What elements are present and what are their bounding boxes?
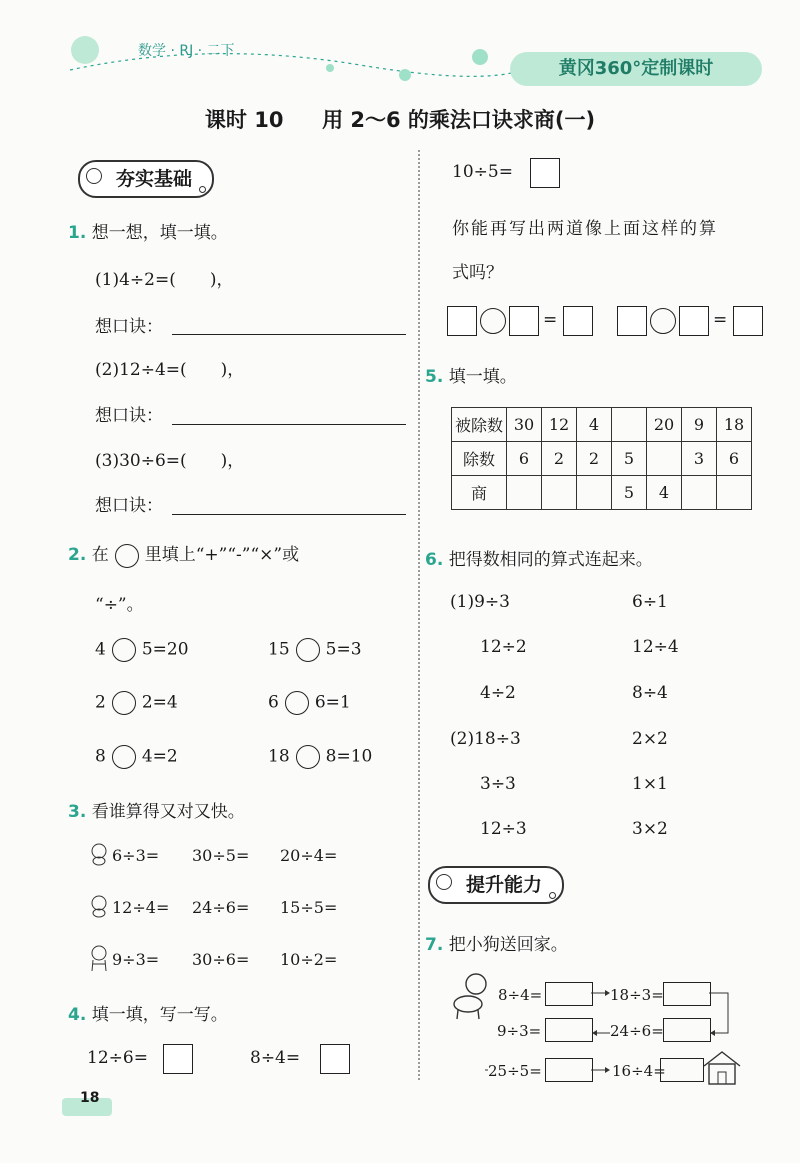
lesson-title <box>0 104 800 134</box>
q6-left-item[interactable]: 3÷3 <box>480 774 516 794</box>
operator-blank[interactable] <box>112 745 136 769</box>
equals-sign: = <box>543 310 558 330</box>
q3-expr: 12÷4= <box>112 898 170 917</box>
q3-expr: 30÷6= <box>192 950 250 969</box>
blank-box[interactable] <box>679 306 709 336</box>
q3-expr: 20÷4= <box>280 846 338 865</box>
q1-answer-line-2[interactable] <box>172 424 406 425</box>
q1-answer-line-1[interactable] <box>172 334 406 335</box>
q6-left-item[interactable]: (2)18÷3 <box>450 729 521 749</box>
answer-box[interactable] <box>320 1044 350 1074</box>
q4-expr: 8÷4= <box>250 1048 301 1068</box>
operator-blank[interactable] <box>296 638 320 662</box>
q6-left-item[interactable]: 12÷3 <box>480 819 527 839</box>
q3-expr: 10÷2= <box>280 950 338 969</box>
subject-label: 数学 · RJ · 二下 <box>138 43 235 59</box>
q6-right-item[interactable]: 6÷1 <box>632 592 668 612</box>
blank-box[interactable] <box>617 306 647 336</box>
table-cell[interactable]: 4 <box>577 408 612 442</box>
lesson-number: 课时 10 <box>204 108 284 132</box>
q3-expr: 9÷3= <box>112 950 160 969</box>
circle-icon <box>436 874 452 890</box>
table-cell[interactable]: 12 <box>542 408 577 442</box>
dog-icon <box>88 842 110 866</box>
answer-box[interactable] <box>163 1044 193 1074</box>
q6-right-item[interactable]: 3×2 <box>632 819 668 839</box>
dog-icon <box>88 944 110 972</box>
q6-right-item[interactable]: 1×1 <box>632 774 668 794</box>
header-decoration <box>60 20 560 90</box>
blank-box[interactable] <box>509 306 539 336</box>
q7-expr: 25÷5= <box>488 1062 542 1080</box>
column-divider <box>418 150 420 1080</box>
q1-expr-3: (3)30÷6=( )， <box>95 451 245 471</box>
table-cell[interactable]: 6 <box>717 442 752 476</box>
table-cell[interactable]: 4 <box>647 476 682 510</box>
q7-prompt: 7. 把小狗送回家。 <box>425 935 568 955</box>
q4-prompt: 4. 填一填，写一写。 <box>68 1005 228 1025</box>
operator-blank[interactable] <box>285 691 309 715</box>
equals-sign: = <box>713 310 728 330</box>
q4-expr: 12÷6= <box>87 1048 148 1068</box>
q5-table <box>451 407 752 510</box>
q1-label-2: 想口诀： <box>95 406 163 426</box>
table-cell[interactable] <box>717 476 752 510</box>
table-cell[interactable]: 3 <box>682 442 717 476</box>
blank-box[interactable] <box>563 306 593 336</box>
q6-right-item[interactable]: 2×2 <box>632 729 668 749</box>
q1-expr-1: (1)4÷2=( )， <box>95 270 234 290</box>
dog-icon <box>88 894 110 918</box>
q7-expr: 24÷6= <box>610 1022 664 1040</box>
q5-prompt: 5. 填一填。 <box>425 367 517 387</box>
table-cell[interactable]: 30 <box>507 408 542 442</box>
table-cell[interactable] <box>647 442 682 476</box>
section-basics <box>78 160 214 198</box>
q6-left-item[interactable]: (1)9÷3 <box>450 592 510 612</box>
table-row <box>452 476 752 510</box>
lesson-name: 用 2～6 的乘法口诀求商(一) <box>322 108 596 132</box>
blank-circle[interactable] <box>650 308 676 334</box>
q6-left-item[interactable]: 4÷2 <box>480 683 516 703</box>
q3-expr: 24÷6= <box>192 898 250 917</box>
q7-expr: 8÷4= <box>498 986 543 1004</box>
q2-item: 15 5=3 <box>268 638 362 662</box>
table-row <box>452 442 752 476</box>
q1-prompt: 1. 想一想，填一填。 <box>68 223 228 243</box>
operator-blank[interactable] <box>112 638 136 662</box>
blank-box[interactable] <box>733 306 763 336</box>
section-basics-label: 夯实基础 <box>116 168 193 190</box>
q4-expr: 10÷5= <box>452 162 513 182</box>
table-cell[interactable] <box>507 476 542 510</box>
q3-expr: 30÷5= <box>192 846 250 865</box>
table-cell[interactable]: 6 <box>507 442 542 476</box>
q1-label-1: 想口诀： <box>95 317 163 337</box>
q6-left-item[interactable]: 12÷2 <box>480 637 527 657</box>
q3-expr: 15÷5= <box>280 898 338 917</box>
house-icon <box>702 1050 742 1086</box>
table-header: 除数 <box>452 442 507 476</box>
q2-item: 2 2=4 <box>95 691 178 715</box>
q2-item: 8 4=2 <box>95 745 178 769</box>
table-cell[interactable]: 9 <box>682 408 717 442</box>
blank-box[interactable] <box>447 306 477 336</box>
operator-blank[interactable] <box>112 691 136 715</box>
table-header: 被除数 <box>452 408 507 442</box>
table-cell[interactable]: 18 <box>717 408 752 442</box>
table-cell[interactable]: 20 <box>647 408 682 442</box>
table-cell[interactable] <box>612 408 647 442</box>
q4-question: 你能再写出两道像上面这样的算 <box>452 219 718 239</box>
q6-right-item[interactable]: 12÷4 <box>632 637 679 657</box>
blank-circle[interactable] <box>480 308 506 334</box>
table-cell[interactable]: 5 <box>612 476 647 510</box>
q7-expr: 16÷4= <box>612 1062 666 1080</box>
q6-right-item[interactable]: 8÷4 <box>632 683 668 703</box>
q2-item: 4 5=20 <box>95 638 189 662</box>
table-cell[interactable]: 2 <box>577 442 612 476</box>
q7-expr: 18÷3= <box>610 986 664 1004</box>
table-cell[interactable]: 2 <box>542 442 577 476</box>
operator-blank[interactable] <box>296 745 320 769</box>
small-circle-icon <box>549 892 556 899</box>
q3-expr: 6÷3= <box>112 846 160 865</box>
table-cell[interactable] <box>542 476 577 510</box>
q3-prompt: 3. 看谁算得又对又快。 <box>68 802 245 822</box>
section-advanced <box>428 866 564 904</box>
q4-question-cont: 式吗？ <box>452 263 503 283</box>
table-cell[interactable] <box>682 476 717 510</box>
page-number: 18 <box>80 1090 100 1106</box>
q2-item: 6 6=1 <box>268 691 351 715</box>
q1-answer-line-3[interactable] <box>172 514 406 515</box>
brand-label: 黄冈360°定制课时 <box>510 52 762 86</box>
q1-label-3: 想口诀： <box>95 496 163 516</box>
circle-icon <box>86 168 102 184</box>
q1-expr-2: (2)12÷4=( )， <box>95 360 245 380</box>
q2-item: 18 8=10 <box>268 745 372 769</box>
q2-prompt-cont: “÷”。 <box>95 595 144 615</box>
section-advanced-label: 提升能力 <box>466 874 543 896</box>
blank-circle-icon <box>115 544 139 568</box>
table-cell[interactable] <box>577 476 612 510</box>
table-row <box>452 408 752 442</box>
q6-prompt: 6. 把得数相同的算式连起来。 <box>425 550 653 570</box>
table-header: 商 <box>452 476 507 510</box>
q7-expr: 9÷3= <box>497 1022 542 1040</box>
q2-prompt: 2. 在 里填上“+”“-”“×”或 <box>68 540 299 568</box>
table-cell[interactable]: 5 <box>612 442 647 476</box>
answer-box[interactable] <box>530 158 560 188</box>
small-circle-icon <box>199 186 206 193</box>
